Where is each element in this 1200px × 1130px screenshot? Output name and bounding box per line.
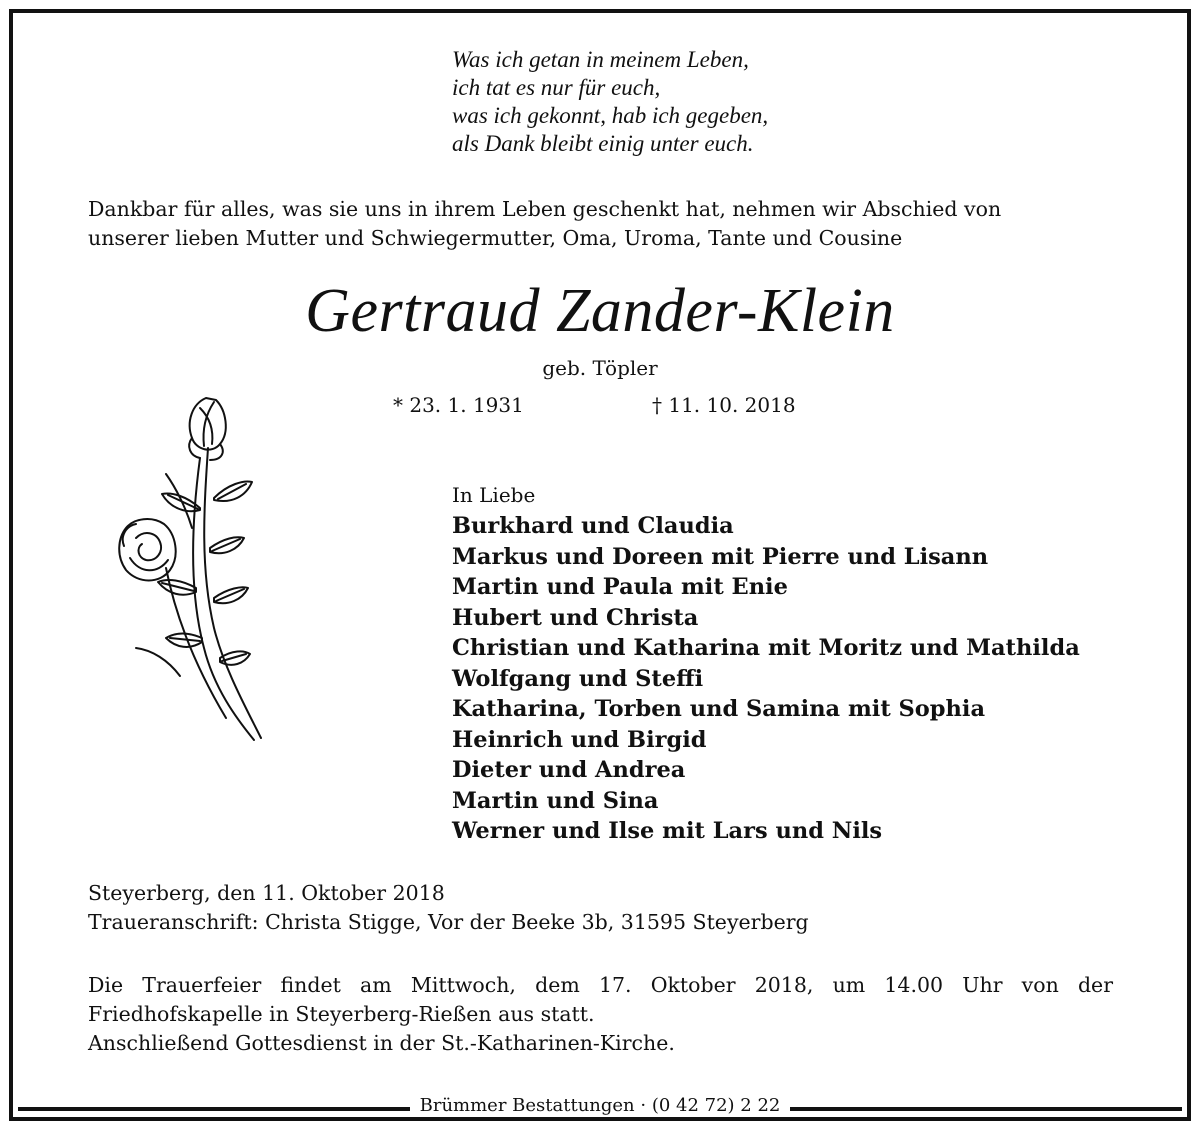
ceremony-line: Die Trauerfeier findet am Mittwoch, dem 17. Oktober 2018, um 14.00 Uhr von der bbox=[88, 973, 1113, 997]
list-item: Christian und Katharina mit Moritz und Mathilda bbox=[452, 635, 1080, 661]
family-list bbox=[452, 481, 1152, 847]
intro-text bbox=[88, 195, 1118, 253]
list-item: Werner und Ilse mit Lars und Nils bbox=[452, 818, 883, 844]
mourning-address: Traueranschrift: Christa Stigge, Vor der Beeke 3b, 31595 Steyerberg bbox=[88, 910, 809, 934]
intro-line: Dankbar für alles, was sie uns in ihrem Leben geschenkt hat, nehmen wir Abschied von bbox=[88, 197, 1002, 221]
list-item: Wolfgang und Steffi bbox=[452, 665, 704, 692]
ceremony-info bbox=[88, 971, 1113, 1058]
list-item: Katharina, Torben und Samina mit Sophia bbox=[452, 696, 986, 722]
intro-line: unserer lieben Mutter und Schwiegermutter, Oma, Uroma, Tante und Cousine bbox=[88, 226, 903, 250]
list-item: Burkhard und Claudia bbox=[452, 513, 734, 539]
undertaker-line bbox=[0, 1093, 1200, 1119]
place-date: Steyerberg, den 11. Oktober 2018 bbox=[88, 881, 445, 905]
list-item: Markus und Doreen mit Pierre und Lisann bbox=[452, 543, 989, 570]
family-intro: In Liebe bbox=[452, 483, 536, 507]
list-item: Heinrich und Birgid bbox=[452, 726, 707, 753]
place-and-address bbox=[88, 879, 1118, 937]
list-item: Dieter und Andrea bbox=[452, 757, 686, 783]
deceased-name: Gertraud Zander-Klein bbox=[305, 277, 895, 345]
list-item: Hubert und Christa bbox=[452, 604, 699, 631]
ceremony-line: Anschließend Gottesdienst in der St.-Katharinen-Kirche. bbox=[88, 1031, 675, 1055]
rose-drawing-icon bbox=[96, 388, 276, 748]
undertaker-text: Brümmer Bestattungen · (0 42 72) 2 22 bbox=[410, 1095, 791, 1116]
poem bbox=[452, 46, 972, 158]
list-item: Martin und Sina bbox=[452, 787, 659, 814]
birth-date: * 23. 1. 1931 bbox=[393, 393, 524, 417]
ceremony-line: Friedhofskapelle in Steyerberg-Rießen aus statt. bbox=[88, 1002, 595, 1026]
poem-line: Was ich getan in meinem Leben, bbox=[452, 47, 749, 72]
poem-line: ich tat es nur für euch, bbox=[452, 75, 661, 100]
poem-line: was ich gekonnt, hab ich gegeben, bbox=[452, 103, 769, 128]
poem-line: als Dank bleibt einig unter euch. bbox=[452, 131, 754, 156]
maiden-name: geb. Töpler bbox=[542, 356, 658, 380]
list-item: Martin und Paula mit Enie bbox=[452, 574, 788, 600]
death-date: † 11. 10. 2018 bbox=[652, 393, 796, 417]
